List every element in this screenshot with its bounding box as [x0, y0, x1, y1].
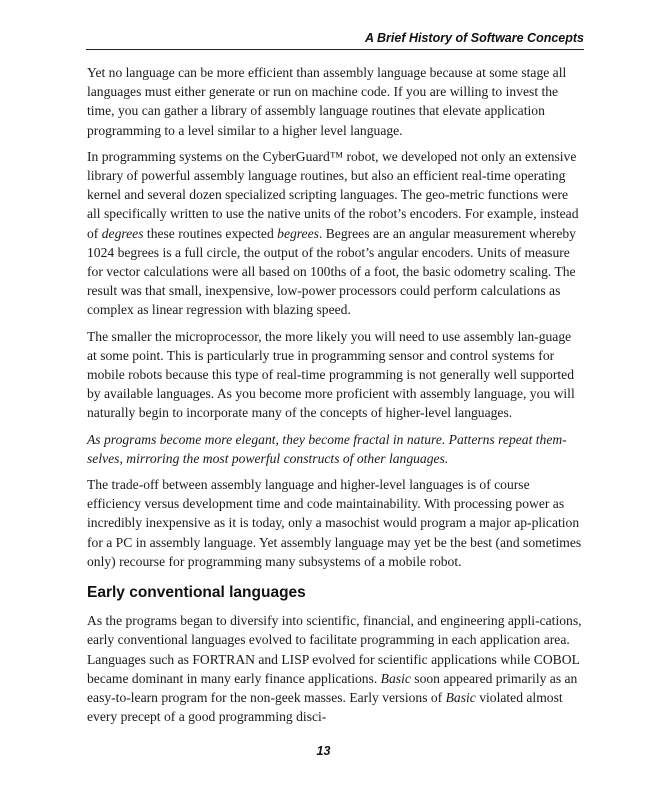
text-run: these routines expected [143, 225, 278, 241]
section-heading: Early conventional languages [87, 584, 306, 602]
text-run: . Begrees are an angular measurement whereby 1024 begrees is a full circle, the output of the robot’s angular encoders. Units of measure for vector calculations were all based on 100ths of a foot, the basic odometry scaling. The result was that small, inexpensive, low-power processors could perform calculations as complex as linear regression with blazing speed. [87, 225, 576, 318]
emphasis-basic: Basic [445, 690, 476, 706]
pull-quote: As programs become more elegant, they become fractal in nature. Patterns repeat them-selves, mirroring the most powerful constructs of other languages. [87, 431, 567, 466]
body-text [87, 63, 583, 727]
paragraph: The trade-off between assembly language and higher-level languages is of course efficiency versus development time and code maintainability. With processing power as incredibly inexpensive as it is today, only a masochist would program a major ap-plication for a PC in assembly language. Yet assembly language may yet be the best (and sometimes only) recourse for programming many subsystems of a mobile robot. [87, 477, 582, 569]
emphasis-begrees: begrees [277, 225, 319, 241]
text-run: In programming systems on the CyberGuard™ robot, we developed not only an extensive library of powerful assembly language routines, but also an efficient real-time operating kernel and several dozen specialized scripting languages. The geo-metric functions were all specifically written to use the native units of the robot’s encoders. For example, instead of [87, 148, 579, 241]
header-rule [86, 49, 584, 50]
emphasis-degrees: degrees [101, 225, 144, 241]
paragraph: The smaller the microprocessor, the more likely you will need to use assembly lan-guage at some point. This is particularly true in programming sensor and control systems for mobile robots because this type of real-time programming is not generally well supported by available languages. As you become more proficient with assembly language, you will naturally begin to incorporate many of the concepts of higher-level languages. [87, 328, 575, 421]
paragraph: Yet no language can be more efficient than assembly language because at some stage all languages must either generate or run on machine code. If you are willing to invest the time, you can gather a library of assembly language routines that elevate application programming to a level similar to a higher level language. [87, 65, 567, 138]
text-run: violated almost every precept of a good programming disci- [87, 690, 563, 725]
text-run: As the programs began to diversify into scientific, financial, and engineering appli-cations, early conventional languages evolved to facilitate programming in each application area. Languages such as FORTRAN and LISP evolved for scientific applications while COBOL became dominant in many early finance applications. [87, 613, 582, 686]
emphasis-basic: Basic [380, 670, 411, 686]
page-number: 13 [316, 744, 331, 758]
paragraph-cyberguard [87, 147, 583, 320]
text-run: soon appeared primarily as an easy-to-learn program for the non-geek masses. Early versions of [87, 670, 578, 706]
paragraph-early-languages [87, 611, 583, 726]
running-head: A Brief History of Software Concepts [364, 31, 584, 45]
